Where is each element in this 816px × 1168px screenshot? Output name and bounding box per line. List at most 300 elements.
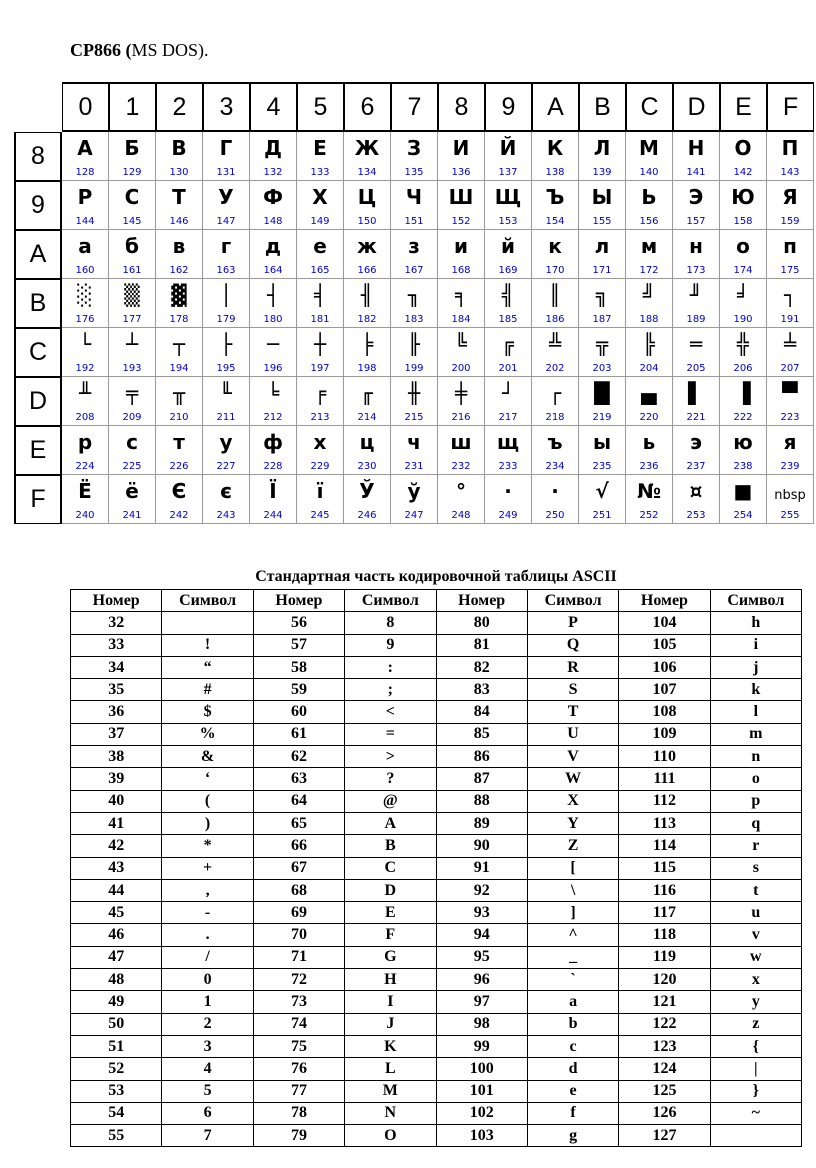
char-glyph: ╚	[454, 332, 468, 356]
char-glyph: г	[220, 234, 232, 258]
char-glyph: ╫	[407, 381, 421, 405]
code-cell: 37	[71, 723, 162, 745]
char-glyph: └	[78, 332, 92, 356]
symbol-cell: j	[710, 656, 801, 678]
char-glyph: ┬	[172, 332, 186, 356]
code-cell: 99	[436, 1035, 527, 1057]
char-code: 166	[357, 265, 377, 276]
code-cell: 106	[619, 656, 710, 678]
char-glyph: ┤	[266, 283, 280, 307]
code-cell: 89	[436, 812, 527, 834]
char-cell	[720, 328, 767, 377]
char-cell	[344, 230, 391, 279]
char-code: 251	[592, 510, 612, 521]
char-cell	[438, 132, 485, 181]
symbol-cell: P	[527, 612, 618, 634]
char-cell	[62, 230, 109, 279]
symbol-cell: O	[345, 1125, 436, 1147]
header-symbol: Символ	[162, 590, 253, 612]
char-code: 228	[263, 461, 283, 472]
char-cell	[485, 230, 532, 279]
char-code: 142	[733, 167, 753, 178]
code-cell: 117	[619, 902, 710, 924]
char-code: 170	[545, 265, 565, 276]
symbol-cell: l	[710, 701, 801, 723]
table-row	[71, 1125, 802, 1147]
char-code: 240	[75, 510, 95, 521]
char-code: 161	[122, 265, 142, 276]
symbol-cell: ‘	[162, 768, 253, 790]
symbol-cell: e	[527, 1080, 618, 1102]
char-cell	[438, 279, 485, 328]
table-row	[71, 1035, 802, 1057]
char-cell	[203, 230, 250, 279]
char-code: 173	[686, 265, 706, 276]
code-cell: 41	[71, 812, 162, 834]
char-glyph: ╕	[454, 283, 468, 307]
code-cell: 113	[619, 812, 710, 834]
char-code: 199	[404, 363, 424, 374]
code-cell: 54	[71, 1102, 162, 1124]
char-glyph: л	[594, 234, 610, 258]
char-code: 244	[263, 510, 283, 521]
char-code: 174	[733, 265, 753, 276]
symbol-cell: [	[527, 857, 618, 879]
code-cell: 60	[253, 701, 344, 723]
char-code: 184	[451, 314, 471, 325]
code-cell: 52	[71, 1058, 162, 1080]
char-glyph: ┐	[783, 283, 797, 307]
char-code: 150	[357, 216, 377, 227]
symbol-cell: ~	[710, 1102, 801, 1124]
symbol-cell: t	[710, 879, 801, 901]
char-cell	[109, 279, 156, 328]
char-glyph: ═	[689, 332, 703, 356]
symbol-cell: <	[345, 701, 436, 723]
char-glyph: Щ	[494, 185, 522, 209]
table-row	[71, 857, 802, 879]
char-code: 247	[404, 510, 424, 521]
char-cell	[391, 279, 438, 328]
char-cell	[297, 377, 344, 426]
symbol-cell: &	[162, 746, 253, 768]
char-cell	[62, 181, 109, 230]
char-glyph: ╛	[736, 283, 750, 307]
table-row	[71, 746, 802, 768]
char-glyph: И	[452, 136, 470, 160]
code-cell: 32	[71, 612, 162, 634]
code-cell: 116	[619, 879, 710, 901]
char-cell	[532, 475, 579, 524]
code-cell: 101	[436, 1080, 527, 1102]
code-cell: 45	[71, 902, 162, 924]
char-glyph: │	[219, 283, 233, 307]
symbol-cell: |	[710, 1058, 801, 1080]
table-row	[71, 768, 802, 790]
char-cell	[109, 475, 156, 524]
char-code: 151	[404, 216, 424, 227]
char-code: 213	[310, 412, 330, 423]
char-glyph: ╦	[595, 332, 609, 356]
char-code: 242	[169, 510, 189, 521]
code-cell: 123	[619, 1035, 710, 1057]
char-glyph: ф	[263, 430, 283, 454]
char-cell	[767, 475, 814, 524]
code-cell: 35	[71, 679, 162, 701]
char-glyph: ∙	[504, 479, 512, 503]
code-cell: 120	[619, 969, 710, 991]
char-cell	[673, 426, 720, 475]
table-row	[71, 835, 802, 857]
code-cell: 87	[436, 768, 527, 790]
code-cell: 78	[253, 1102, 344, 1124]
char-cell	[297, 328, 344, 377]
table-row	[71, 612, 802, 634]
symbol-cell: S	[527, 679, 618, 701]
char-glyph: °	[456, 479, 466, 503]
char-cell	[344, 181, 391, 230]
code-cell: 125	[619, 1080, 710, 1102]
column-header: A	[532, 82, 579, 132]
char-glyph: у	[219, 430, 233, 454]
code-cell: 88	[436, 790, 527, 812]
char-code: 182	[357, 314, 377, 325]
char-cell	[532, 426, 579, 475]
code-cell: 118	[619, 924, 710, 946]
char-glyph: б	[125, 234, 139, 258]
code-cell: 77	[253, 1080, 344, 1102]
char-cell	[344, 132, 391, 181]
symbol-cell: @	[345, 790, 436, 812]
column-header: 4	[250, 82, 297, 132]
char-cell	[767, 426, 814, 475]
symbol-cell: `	[527, 969, 618, 991]
char-cell	[767, 279, 814, 328]
char-code: 149	[310, 216, 330, 227]
symbol-cell: /	[162, 946, 253, 968]
char-code: 246	[357, 510, 377, 521]
char-glyph: Р	[77, 185, 93, 209]
char-cell	[156, 475, 203, 524]
char-cell	[297, 132, 344, 181]
symbol-cell: L	[345, 1058, 436, 1080]
char-cell	[767, 377, 814, 426]
symbol-cell: 1	[162, 991, 253, 1013]
char-cell	[203, 181, 250, 230]
char-code: 175	[780, 265, 800, 276]
char-code: 147	[216, 216, 236, 227]
code-cell: 107	[619, 679, 710, 701]
header-number: Номер	[253, 590, 344, 612]
char-glyph: ▀	[782, 381, 798, 405]
char-cell	[62, 279, 109, 328]
code-cell: 97	[436, 991, 527, 1013]
code-cell: 102	[436, 1102, 527, 1124]
char-cell	[250, 230, 297, 279]
char-code: 183	[404, 314, 424, 325]
char-cell	[767, 230, 814, 279]
char-code: 245	[310, 510, 330, 521]
symbol-cell: ^	[527, 924, 618, 946]
char-code: 187	[592, 314, 612, 325]
column-header: F	[767, 82, 814, 132]
char-cell	[62, 426, 109, 475]
table-row	[71, 991, 802, 1013]
code-cell: 67	[253, 857, 344, 879]
code-cell: 94	[436, 924, 527, 946]
symbol-cell: Y	[527, 812, 618, 834]
symbol-cell: >	[345, 746, 436, 768]
char-cell	[579, 426, 626, 475]
char-glyph: Г	[219, 136, 233, 160]
symbol-cell: ]	[527, 902, 618, 924]
char-code: 152	[451, 216, 471, 227]
char-code: 165	[310, 265, 330, 276]
char-code: 206	[733, 363, 753, 374]
char-cell	[62, 132, 109, 181]
char-glyph: ╙	[219, 381, 233, 405]
code-cell: 64	[253, 790, 344, 812]
symbol-cell: Z	[527, 835, 618, 857]
char-cell	[579, 230, 626, 279]
symbol-cell: m	[710, 723, 801, 745]
symbol-cell: i	[710, 634, 801, 656]
code-cell: 96	[436, 969, 527, 991]
code-cell: 53	[71, 1080, 162, 1102]
char-cell	[297, 279, 344, 328]
char-glyph: ╧	[783, 332, 797, 356]
char-cell	[109, 132, 156, 181]
char-code: 133	[310, 167, 330, 178]
char-code: 156	[639, 216, 659, 227]
char-glyph: ц	[359, 430, 375, 454]
char-cell	[156, 230, 203, 279]
char-code: 136	[451, 167, 471, 178]
char-glyph: ╢	[360, 283, 374, 307]
code-cell: 69	[253, 902, 344, 924]
symbol-cell: W	[527, 768, 618, 790]
char-code: 222	[733, 412, 753, 423]
symbol-cell: Q	[527, 634, 618, 656]
char-code: 205	[686, 363, 706, 374]
symbol-cell: z	[710, 1013, 801, 1035]
ascii-table-title: Стандартная часть кодировочной таблицы ASCII	[255, 568, 617, 585]
symbol-cell: x	[710, 969, 801, 991]
column-header: B	[579, 82, 626, 132]
char-cell	[438, 230, 485, 279]
char-cell	[391, 377, 438, 426]
char-glyph: ё	[125, 479, 139, 503]
char-cell	[438, 328, 485, 377]
char-code: 192	[75, 363, 95, 374]
char-cell	[673, 328, 720, 377]
code-cell: 121	[619, 991, 710, 1013]
char-cell	[250, 181, 297, 230]
char-code: 157	[686, 216, 706, 227]
char-glyph: ю	[733, 430, 753, 454]
char-glyph: ┼	[313, 332, 327, 356]
char-cell	[626, 426, 673, 475]
char-glyph: █	[594, 381, 610, 405]
char-code: 135	[404, 167, 424, 178]
char-glyph: А	[77, 136, 93, 160]
char-cell	[532, 132, 579, 181]
char-cell	[156, 377, 203, 426]
char-glyph: О	[734, 136, 752, 160]
char-cell	[203, 377, 250, 426]
char-code: 234	[545, 461, 565, 472]
char-code: 191	[780, 314, 800, 325]
code-cell: 46	[71, 924, 162, 946]
char-code: 231	[404, 461, 424, 472]
code-cell: 51	[71, 1035, 162, 1057]
char-cell	[156, 426, 203, 475]
code-cell: 122	[619, 1013, 710, 1035]
code-cell: 126	[619, 1102, 710, 1124]
char-glyph: ╨	[78, 381, 92, 405]
char-code: 154	[545, 216, 565, 227]
char-cell	[579, 279, 626, 328]
page-title-bold: CP866 (	[70, 40, 132, 60]
char-code: 140	[639, 167, 659, 178]
code-cell: 63	[253, 768, 344, 790]
symbol-cell: V	[527, 746, 618, 768]
symbol-cell: c	[527, 1035, 618, 1057]
code-cell: 80	[436, 612, 527, 634]
row-header: D	[14, 377, 62, 426]
char-glyph: №	[636, 479, 662, 503]
char-cell	[673, 230, 720, 279]
table-row	[71, 946, 802, 968]
char-glyph: ў	[407, 479, 421, 503]
row-header: 9	[14, 181, 62, 230]
char-code: 160	[75, 265, 95, 276]
char-cell	[203, 279, 250, 328]
symbol-cell: -	[162, 902, 253, 924]
column-header: 8	[438, 82, 485, 132]
char-code: 143	[780, 167, 800, 178]
cp866-table	[14, 82, 814, 524]
char-cell	[250, 377, 297, 426]
char-code: 197	[310, 363, 330, 374]
char-cell	[438, 377, 485, 426]
char-code: 235	[592, 461, 612, 472]
symbol-cell: b	[527, 1013, 618, 1035]
char-code: 159	[780, 216, 800, 227]
code-cell: 92	[436, 879, 527, 901]
char-cell	[391, 475, 438, 524]
code-cell: 81	[436, 634, 527, 656]
char-cell	[391, 132, 438, 181]
char-glyph: а	[78, 234, 92, 258]
char-code: 169	[498, 265, 518, 276]
char-cell	[485, 426, 532, 475]
char-code: 144	[75, 216, 95, 227]
code-cell: 74	[253, 1013, 344, 1035]
char-cell	[438, 181, 485, 230]
char-glyph: ш	[450, 430, 472, 454]
symbol-cell: 6	[162, 1102, 253, 1124]
char-cell	[673, 279, 720, 328]
char-glyph: ▒	[124, 283, 140, 307]
code-cell: 109	[619, 723, 710, 745]
code-cell: 72	[253, 969, 344, 991]
column-header: D	[673, 82, 720, 132]
char-cell	[297, 230, 344, 279]
code-cell: 44	[71, 879, 162, 901]
char-code: 172	[639, 265, 659, 276]
char-glyph: с	[126, 430, 138, 454]
symbol-cell: p	[710, 790, 801, 812]
char-cell	[485, 377, 532, 426]
symbol-cell: X	[527, 790, 618, 812]
char-code: 230	[357, 461, 377, 472]
symbol-cell: {	[710, 1035, 801, 1057]
char-cell	[626, 328, 673, 377]
code-cell: 93	[436, 902, 527, 924]
char-code: 209	[122, 412, 142, 423]
column-header: 7	[391, 82, 438, 132]
symbol-cell: f	[527, 1102, 618, 1124]
char-glyph: ╩	[548, 332, 562, 356]
char-cell	[391, 230, 438, 279]
char-cell	[532, 279, 579, 328]
column-header: E	[720, 82, 767, 132]
char-code: 178	[169, 314, 189, 325]
char-code: 211	[216, 412, 236, 423]
char-glyph: ┌	[548, 381, 562, 405]
symbol-cell: ;	[345, 679, 436, 701]
char-code: 134	[357, 167, 377, 178]
char-code: 132	[263, 167, 283, 178]
code-cell: 75	[253, 1035, 344, 1057]
char-cell	[156, 132, 203, 181]
char-glyph: х	[313, 430, 327, 454]
symbol-cell: U	[527, 723, 618, 745]
char-glyph: ы	[592, 430, 612, 454]
char-glyph: т	[173, 430, 185, 454]
char-cell	[485, 279, 532, 328]
char-glyph: й	[500, 234, 515, 258]
code-cell: 40	[71, 790, 162, 812]
char-glyph: ч	[407, 430, 421, 454]
char-code: 146	[169, 216, 189, 227]
char-cell	[203, 132, 250, 181]
ascii-table	[70, 589, 802, 1147]
char-cell	[344, 475, 391, 524]
code-cell: 79	[253, 1125, 344, 1147]
char-cell	[720, 132, 767, 181]
char-cell	[485, 132, 532, 181]
char-code: 225	[122, 461, 142, 472]
symbol-cell: N	[345, 1102, 436, 1124]
char-cell	[532, 181, 579, 230]
symbol-cell: )	[162, 812, 253, 834]
row-header: A	[14, 230, 62, 279]
char-glyph: Ш	[448, 185, 474, 209]
code-cell: 47	[71, 946, 162, 968]
symbol-cell: ,	[162, 879, 253, 901]
char-glyph: Ї	[269, 479, 277, 503]
char-glyph: ╗	[595, 283, 609, 307]
symbol-cell: *	[162, 835, 253, 857]
char-code: 176	[75, 314, 95, 325]
char-glyph: ├	[219, 332, 233, 356]
char-glyph: П	[781, 136, 799, 160]
char-cell	[297, 181, 344, 230]
code-cell: 33	[71, 634, 162, 656]
char-cell	[720, 475, 767, 524]
